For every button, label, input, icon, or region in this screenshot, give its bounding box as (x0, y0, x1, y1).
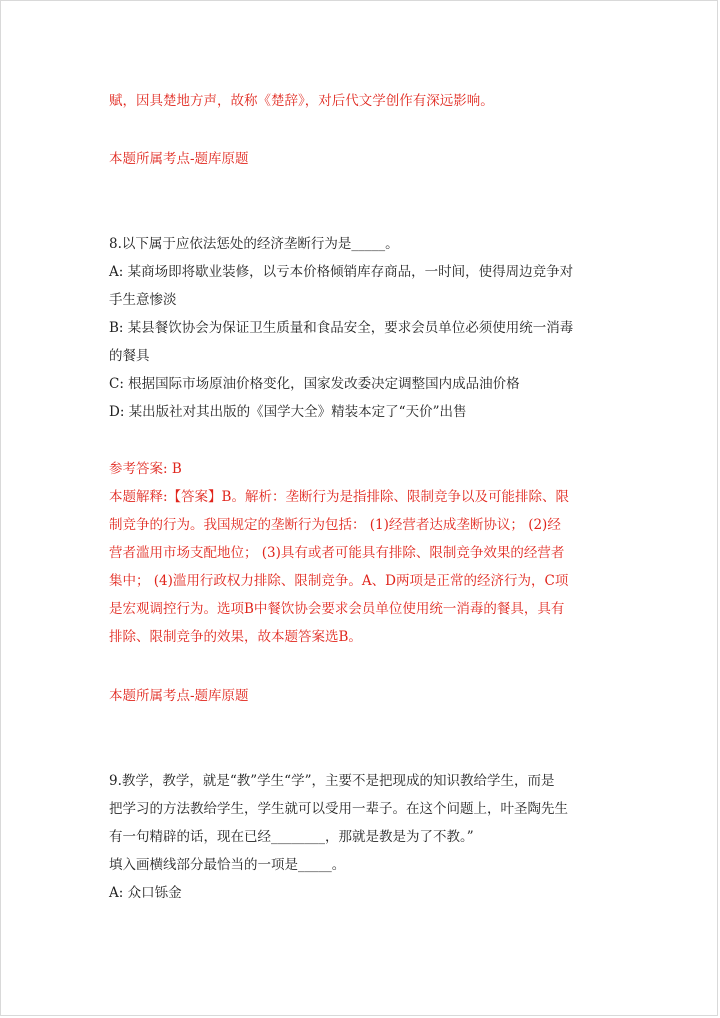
prev-source-tag: 本题所属考点-题库原题 (109, 151, 249, 167)
question-8-stem: 8.以下属于应依法惩处的经济垄断行为是_____。 (109, 236, 399, 252)
explanation-line: 营者滥用市场支配地位； (3)具有或者可能具有排除、限制竞争效果的经营者 (109, 545, 565, 561)
question-8-option-c: C: 根据国际市场原油价格变化，国家发改委决定调整国内成品油价格 (109, 376, 520, 392)
question-8 (109, 230, 609, 426)
question-8-answer: 参考答案: B (109, 461, 182, 477)
question-9 (109, 767, 609, 907)
explanation-line: 本题解释:【答案】B。解析：垄断行为是指排除、限制竞争以及可能排除、限 (109, 489, 569, 505)
question-8-answer-block (109, 455, 609, 651)
question-9-prompt: 填入画横线部分最恰当的一项是_____。 (109, 857, 346, 873)
question-8-option-b: B: 某县餐饮协会为保证卫生质量和食品安全，要求会员单位必须使用统一消毒 (109, 320, 574, 336)
question-8-option-b-cont: 的餐具 (109, 348, 150, 364)
question-8-option-d: D: 某出版社对其出版的《国学大全》精装本定了“天价”出售 (109, 404, 467, 420)
explanation-line: 是宏观调控行为。选项B中餐饮协会要求会员单位使用统一消毒的餐具，具有 (109, 601, 565, 617)
question-9-stem: 把学习的方法教给学生，学生就可以受用一辈子。在这个问题上，叶圣陶先生 (109, 801, 568, 817)
question-8-option-a: A: 某商场即将歇业装修，以亏本价格倾销库存商品，一时间，使得周边竞争对 (109, 264, 574, 280)
explanation-line: 制竞争的行为。我国规定的垄断行为包括： (1)经营者达成垄断协议； (2)经 (109, 517, 561, 533)
question-9-stem: 9.教学，教学，就是“教”学生“学”，主要不是把现成的知识教给学生，而是 (109, 773, 555, 789)
question-9-option-a: A: 众口铄金 (109, 885, 182, 901)
question-8-option-a-cont: 手生意惨淡 (109, 292, 177, 308)
prev-answer-tail: 赋，因具楚地方声，故称《楚辞》，对后代文学创作有深远影响。 (109, 93, 494, 109)
question-9-stem: 有一句精辟的话，现在已经________，那就是教是为了不教。” (109, 829, 474, 845)
explanation-line: 集中； (4)滥用行政权力排除、限制竞争。A、D两项是正常的经济行为，C项 (109, 573, 569, 589)
question-8-source-tag: 本题所属考点-题库原题 (109, 688, 249, 704)
explanation-line: 排除、限制竞争的效果，故本题答案选B。 (109, 629, 362, 645)
